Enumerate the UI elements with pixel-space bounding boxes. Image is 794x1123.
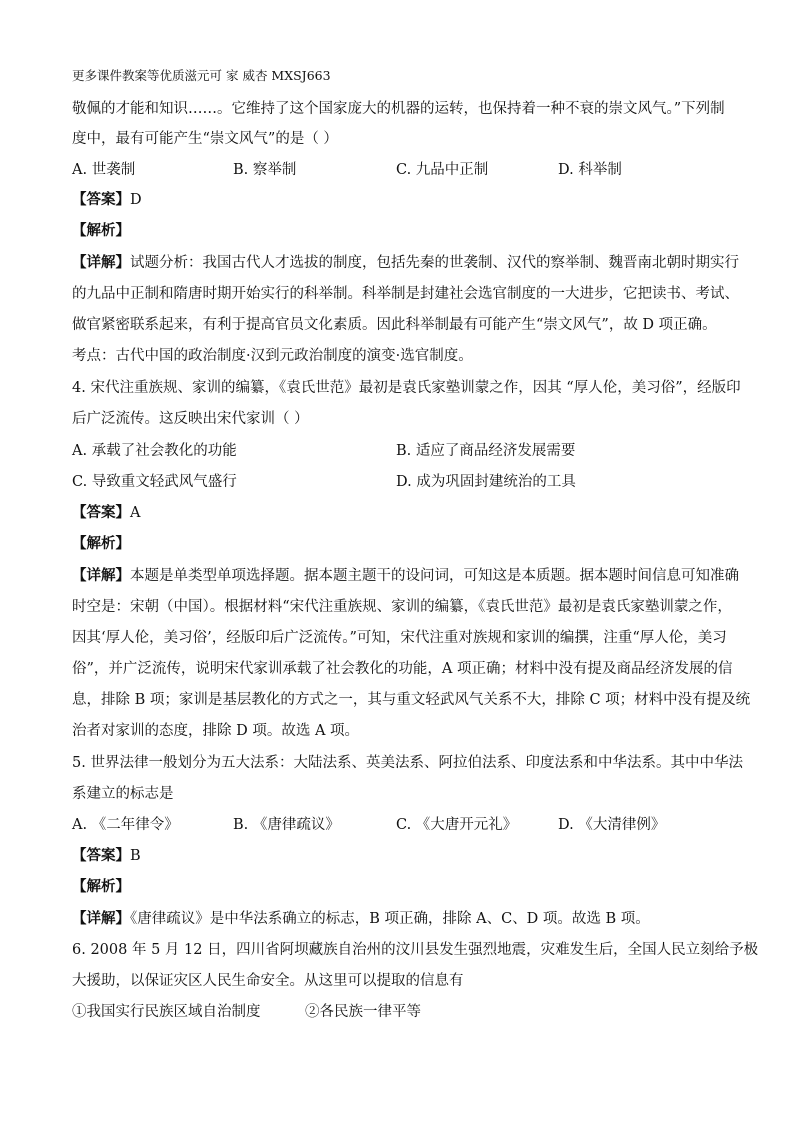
detail-tag: 【详解】 bbox=[72, 567, 130, 584]
q4-answer bbox=[72, 503, 732, 523]
answer-tag: 【答案】 bbox=[72, 847, 130, 864]
q5-detail-line1 bbox=[72, 909, 732, 929]
q3-answer bbox=[72, 190, 732, 210]
q3-detail-line2: 的九品中正制和隋唐时期开始实行的科举制。科举制是封建社会选官制度的一大进步，它把读书、考试、 bbox=[72, 286, 739, 302]
page-header: 更多课件教案等优质滋元可 家 威杏 MXSJ663 bbox=[72, 68, 331, 83]
q4-detail-line5: 息，排除 B 项；家训是基层教化的方式之一，其与重文轻武风气关系不大，排除 C 项；材料中没有提及统 bbox=[72, 692, 751, 708]
q3-detail-line3: 做官紧密联系起来，有利于提高官员文化素质。因此科举制最有可能产生“崇文风气”，故 D 项正确。 bbox=[72, 317, 717, 333]
q3-stem-line1: 敬佩的才能和知识……。它维持了这个国家庞大的机器的运转，也保持着一种不衰的崇文风气。”下列制 bbox=[72, 101, 725, 117]
q4-stem-line1: 4. 宋代注重族规、家训的编纂，《袁氏世范》最初是袁氏家塾训蒙之作，因其 “厚人伦，美习俗”，经版印 bbox=[72, 380, 741, 396]
q5-answer bbox=[72, 846, 732, 866]
detail-tag: 【详解】 bbox=[72, 254, 130, 271]
q6-stem-line1: 6. 2008 年 5 月 12 日，四川省阿坝藏族自治州的汶川县发生强烈地震，灾难发生后，全国人民立刻给予极 bbox=[72, 942, 759, 958]
q3-kaodian: 考点：古代中国的政治制度·汉到元政治制度的演变·选官制度。 bbox=[72, 348, 473, 364]
answer-tag: 【答案】 bbox=[72, 191, 130, 208]
q5-stem-line2: 系建立的标志是 bbox=[72, 786, 174, 802]
detail-text: 本题是单类型单项选择题。据本题主题干的设问词，可知这是本质题。据本题时间信息可知准确 bbox=[130, 568, 739, 584]
q4-option-c: C. 导致重文轻武风气盛行 bbox=[72, 474, 237, 490]
q4-option-a: A. 承载了社会教化的功能 bbox=[72, 443, 237, 459]
q5-option-c: C. 《大唐开元礼》 bbox=[396, 817, 518, 833]
q4-detail-line2: 时空是：宋朝（中国）。根据材料“宋代注重族规、家训的编纂，《袁氏世范》最初是袁氏家塾训蒙之作， bbox=[72, 599, 732, 615]
q4-option-d: D. 成为巩固封建统治的工具 bbox=[396, 474, 576, 490]
q4-detail-line6: 治者对家训的态度，排除 D 项。故选 A 项。 bbox=[72, 723, 360, 739]
detail-text: 《唐律疏议》是中华法系确立的标志，B 项正确，排除 A、C、D 项。故选 B 项。 bbox=[130, 911, 650, 927]
q3-option-d: D. 科举制 bbox=[558, 162, 622, 178]
q3-analysis-tag: 【解析】 bbox=[72, 222, 130, 239]
q6-item-2: ②各民族一律平等 bbox=[305, 1004, 421, 1020]
q4-analysis-tag: 【解析】 bbox=[72, 535, 130, 552]
answer-value: A bbox=[130, 505, 141, 521]
q5-option-b: B. 《唐律疏议》 bbox=[233, 817, 340, 833]
q4-detail-line1 bbox=[72, 566, 739, 586]
q4-option-b: B. 适应了商品经济发展需要 bbox=[396, 443, 576, 459]
detail-text: 试题分析：我国古代人才选拔的制度，包括先秦的世袭制、汉代的察举制、魏晋南北朝时期实行 bbox=[130, 255, 739, 271]
q5-stem-line1: 5. 世界法律一般划分为五大法系：大陆法系、英美法系、阿拉伯法系、印度法系和中华法系。其中中华法 bbox=[72, 755, 743, 771]
q3-detail-line1 bbox=[72, 253, 739, 273]
q4-stem-line2: 后广泛流传。这反映出宋代家训（ ） bbox=[72, 411, 309, 427]
answer-value: D bbox=[130, 192, 142, 208]
detail-tag: 【详解】 bbox=[72, 910, 130, 927]
answer-value: B bbox=[130, 848, 141, 864]
q5-analysis-tag: 【解析】 bbox=[72, 878, 130, 895]
q5-option-a: A. 《二年律令》 bbox=[72, 817, 179, 833]
q5-option-d: D. 《大清律例》 bbox=[558, 817, 666, 833]
q3-stem-line2: 度中，最有可能产生“崇文风气”的是（ ） bbox=[72, 131, 338, 147]
q6-stem-line2: 大援助，以保证灾区人民生命安全。从这里可以提取的信息有 bbox=[72, 973, 464, 989]
answer-tag: 【答案】 bbox=[72, 504, 130, 521]
q3-option-c: C. 九品中正制 bbox=[396, 162, 489, 178]
q3-option-a: A. 世袭制 bbox=[72, 162, 136, 178]
q3-option-b: B. 察举制 bbox=[233, 162, 297, 178]
q4-detail-line3: 因其‘厚人伦，美习俗’，经版印后广泛流传。”可知，宋代注重对族规和家训的编撰，注重“厚人伦，美习 bbox=[72, 630, 727, 646]
q4-detail-line4: 俗”，并广泛流传，说明宋代家训承载了社会教化的功能，A 项正确；材料中没有提及商品经济发展的信 bbox=[72, 661, 733, 677]
q6-item-1: ①我国实行民族区域自治制度 bbox=[72, 1004, 261, 1020]
